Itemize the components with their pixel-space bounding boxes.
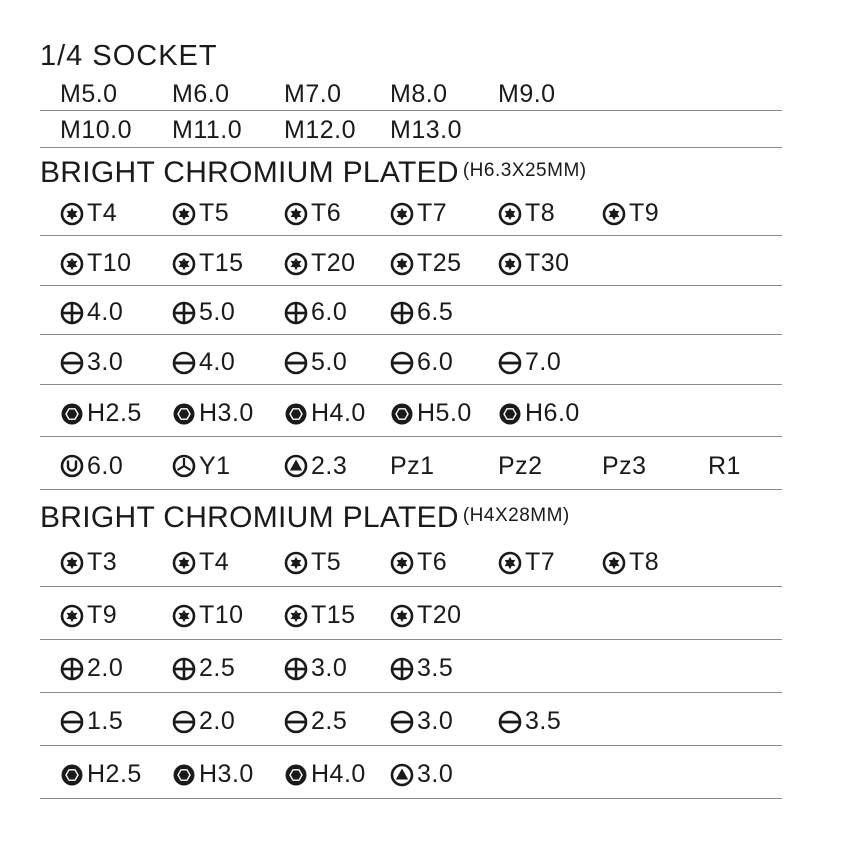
phillips-icon <box>172 301 196 325</box>
spec-item <box>390 115 462 144</box>
spec-item-label: M5.0 <box>60 79 118 108</box>
hex-icon <box>284 402 308 426</box>
spec-item <box>60 757 142 792</box>
triangle-icon <box>284 454 308 478</box>
phillips-icon <box>390 301 414 325</box>
spec-item <box>172 449 231 483</box>
spec-item <box>390 651 453 686</box>
spec-item <box>498 449 543 483</box>
torx-icon <box>390 252 414 276</box>
torx-icon <box>284 551 308 575</box>
phillips-icon <box>172 657 196 681</box>
spec-item <box>172 79 230 108</box>
spec-item <box>498 198 555 229</box>
section-heading-h4 <box>40 503 570 533</box>
spec-item <box>390 545 447 580</box>
spec-item-label: Pz2 <box>498 451 543 480</box>
spec-item <box>172 115 243 144</box>
hex-icon <box>284 763 308 787</box>
spec-item <box>390 449 435 483</box>
slotted-icon <box>390 710 414 734</box>
spec-item-label: T8 <box>629 548 660 576</box>
spec-row <box>40 598 782 640</box>
spec-item <box>284 248 356 279</box>
spec-item-label: T20 <box>311 249 356 277</box>
spec-item-label: 6.0 <box>87 451 124 480</box>
phillips-icon <box>284 657 308 681</box>
spec-item <box>390 198 447 229</box>
spec-item <box>60 347 123 378</box>
phillips-icon <box>60 657 84 681</box>
spec-item <box>172 248 244 279</box>
torx-icon <box>172 252 196 276</box>
spec-item <box>60 79 118 108</box>
torx-icon <box>602 551 626 575</box>
spec-item <box>172 757 254 792</box>
spec-row <box>40 347 782 385</box>
spec-item <box>172 545 229 580</box>
spec-item <box>390 248 462 279</box>
spec-item <box>390 79 448 108</box>
spec-item <box>60 449 123 483</box>
spec-item <box>498 347 561 378</box>
spec-item-label: M8.0 <box>390 79 448 108</box>
spec-item-label: T7 <box>417 199 448 227</box>
spec-item <box>60 248 132 279</box>
spec-item-label: 1.5 <box>87 707 124 735</box>
torx-icon <box>284 604 308 628</box>
spec-item-label: M12.0 <box>284 115 356 144</box>
spec-item <box>284 704 347 739</box>
spec-row <box>40 397 782 437</box>
spec-item-label: T9 <box>629 199 660 227</box>
u-shape-icon <box>60 454 84 478</box>
spec-item-label: 5.0 <box>199 298 236 326</box>
spec-item <box>172 347 235 378</box>
spec-item-label: T5 <box>311 548 342 576</box>
spec-item-label: 3.5 <box>525 707 562 735</box>
spec-row <box>40 198 782 236</box>
torx-icon <box>172 551 196 575</box>
spec-row <box>40 449 782 490</box>
phillips-icon <box>60 301 84 325</box>
spec-item <box>284 115 356 144</box>
slotted-icon <box>498 710 522 734</box>
spec-item <box>390 598 462 633</box>
spec-item-label: 2.0 <box>87 654 124 682</box>
spec-item <box>390 757 453 792</box>
spec-item <box>60 297 123 328</box>
torx-icon <box>284 252 308 276</box>
spec-item <box>172 397 254 430</box>
phillips-icon <box>390 657 414 681</box>
spec-item-label: T3 <box>87 548 118 576</box>
spec-item-label: T10 <box>199 601 244 629</box>
slotted-icon <box>498 351 522 375</box>
spec-item <box>172 198 229 229</box>
hex-icon <box>390 402 414 426</box>
spec-item-label: T7 <box>525 548 556 576</box>
spec-row <box>40 757 782 799</box>
spec-item-label: T4 <box>199 548 230 576</box>
spec-item-label: 2.5 <box>311 707 348 735</box>
spec-item-label: 4.0 <box>199 348 236 376</box>
spec-item <box>498 248 570 279</box>
spec-item <box>172 651 235 686</box>
spec-item-label: H3.0 <box>199 399 254 427</box>
spec-item-label: H3.0 <box>199 760 254 788</box>
torx-icon <box>172 202 196 226</box>
spec-item <box>60 198 117 229</box>
slotted-icon <box>284 351 308 375</box>
spec-item <box>60 115 132 144</box>
spec-item <box>602 545 659 580</box>
hex-icon <box>172 402 196 426</box>
spec-item-label: Pz1 <box>390 451 435 480</box>
spec-row <box>40 297 782 335</box>
spec-item-label: M7.0 <box>284 79 342 108</box>
spec-item-label: 3.5 <box>417 654 454 682</box>
spec-item <box>284 757 366 792</box>
hex-icon <box>60 402 84 426</box>
spec-item <box>602 198 659 229</box>
spec-item <box>390 704 453 739</box>
slotted-icon <box>60 351 84 375</box>
slotted-icon <box>284 710 308 734</box>
spec-item-label: T25 <box>417 249 462 277</box>
spec-item-label: H2.5 <box>87 399 142 427</box>
spec-row <box>40 79 782 111</box>
spec-item <box>60 397 142 430</box>
slotted-icon <box>172 710 196 734</box>
spec-item <box>390 397 472 430</box>
torx-icon <box>390 551 414 575</box>
spec-item-label: H2.5 <box>87 760 142 788</box>
slotted-icon <box>172 351 196 375</box>
section-title: BRIGHT CHROMIUM PLATED <box>40 501 459 534</box>
torx-icon <box>498 202 522 226</box>
spec-item-label: M11.0 <box>172 115 243 144</box>
spec-item-label: 7.0 <box>525 348 562 376</box>
spec-item-label: 4.0 <box>87 298 124 326</box>
spec-item <box>602 449 647 483</box>
socket-title: 1/4 SOCKET <box>40 40 218 72</box>
spec-item-label: 6.5 <box>417 298 454 326</box>
hex-icon <box>172 763 196 787</box>
triangle-icon <box>390 763 414 787</box>
spec-item <box>284 598 356 633</box>
spec-item <box>172 598 244 633</box>
spec-item <box>284 397 366 430</box>
spec-item-label: H6.0 <box>525 399 580 427</box>
spec-item <box>284 198 341 229</box>
spec-item <box>498 704 561 739</box>
spec-item <box>284 347 347 378</box>
socket-heading <box>40 42 218 71</box>
spec-row <box>40 545 782 587</box>
spec-item-label: T6 <box>311 199 342 227</box>
spec-item-label: Y1 <box>199 451 231 480</box>
spec-item-label: T20 <box>417 601 462 629</box>
spec-item <box>60 704 123 739</box>
section-subtitle: (H4X28MM) <box>462 505 570 526</box>
torx-icon <box>60 604 84 628</box>
spec-item <box>498 545 555 580</box>
section-heading-h6 <box>40 158 587 188</box>
spec-item-label: 6.0 <box>417 348 454 376</box>
spec-item-label: 3.0 <box>311 654 348 682</box>
spec-item <box>60 598 117 633</box>
spec-item-label: T15 <box>311 601 356 629</box>
spec-row <box>40 248 782 286</box>
spec-item-label: T15 <box>199 249 244 277</box>
spec-item-label: M9.0 <box>498 79 556 108</box>
spec-item-label: H5.0 <box>417 399 472 427</box>
spec-item-label: T5 <box>199 199 230 227</box>
spec-item <box>708 449 741 483</box>
spec-item-label: R1 <box>708 451 741 480</box>
spec-item <box>60 651 123 686</box>
spec-item <box>498 79 556 108</box>
spec-item <box>284 79 342 108</box>
spec-row <box>40 704 782 746</box>
torx-icon <box>60 252 84 276</box>
section-subtitle: (H6.3X25MM) <box>462 160 587 181</box>
y-shape-icon <box>172 454 196 478</box>
spec-item-label: T9 <box>87 601 118 629</box>
torx-icon <box>498 252 522 276</box>
torx-icon <box>60 202 84 226</box>
spec-item-label: 2.3 <box>311 451 348 480</box>
spec-item-label: 2.5 <box>199 654 236 682</box>
spec-item <box>390 347 453 378</box>
spec-item-label: 3.0 <box>87 348 124 376</box>
torx-icon <box>60 551 84 575</box>
spec-item-label: T8 <box>525 199 556 227</box>
spec-item-label: T4 <box>87 199 118 227</box>
spec-row <box>40 651 782 693</box>
spec-item-label: 3.0 <box>417 760 454 788</box>
spec-item-label: M6.0 <box>172 79 230 108</box>
hex-icon <box>498 402 522 426</box>
spec-item-label: H4.0 <box>311 760 366 788</box>
spec-row <box>40 115 782 148</box>
torx-icon <box>602 202 626 226</box>
torx-icon <box>390 202 414 226</box>
spec-item <box>284 297 347 328</box>
phillips-icon <box>284 301 308 325</box>
spec-item <box>60 545 117 580</box>
spec-item-label: 2.0 <box>199 707 236 735</box>
spec-item <box>172 297 235 328</box>
section-title: BRIGHT CHROMIUM PLATED <box>40 156 459 189</box>
spec-item-label: H4.0 <box>311 399 366 427</box>
spec-item-label: M10.0 <box>60 115 132 144</box>
spec-item-label: T6 <box>417 548 448 576</box>
spec-item <box>284 651 347 686</box>
spec-item-label: 3.0 <box>417 707 454 735</box>
torx-icon <box>284 202 308 226</box>
spec-item <box>498 397 580 430</box>
spec-item <box>284 449 347 483</box>
spec-item-label: T30 <box>525 249 570 277</box>
spec-item-label: 5.0 <box>311 348 348 376</box>
spec-item-label: Pz3 <box>602 451 647 480</box>
slotted-icon <box>390 351 414 375</box>
spec-item <box>390 297 453 328</box>
torx-icon <box>390 604 414 628</box>
spec-item <box>284 545 341 580</box>
torx-icon <box>172 604 196 628</box>
slotted-icon <box>60 710 84 734</box>
hex-icon <box>60 763 84 787</box>
torx-icon <box>498 551 522 575</box>
spec-item-label: T10 <box>87 249 132 277</box>
spec-item-label: 6.0 <box>311 298 348 326</box>
spec-item <box>172 704 235 739</box>
spec-item-label: M13.0 <box>390 115 462 144</box>
